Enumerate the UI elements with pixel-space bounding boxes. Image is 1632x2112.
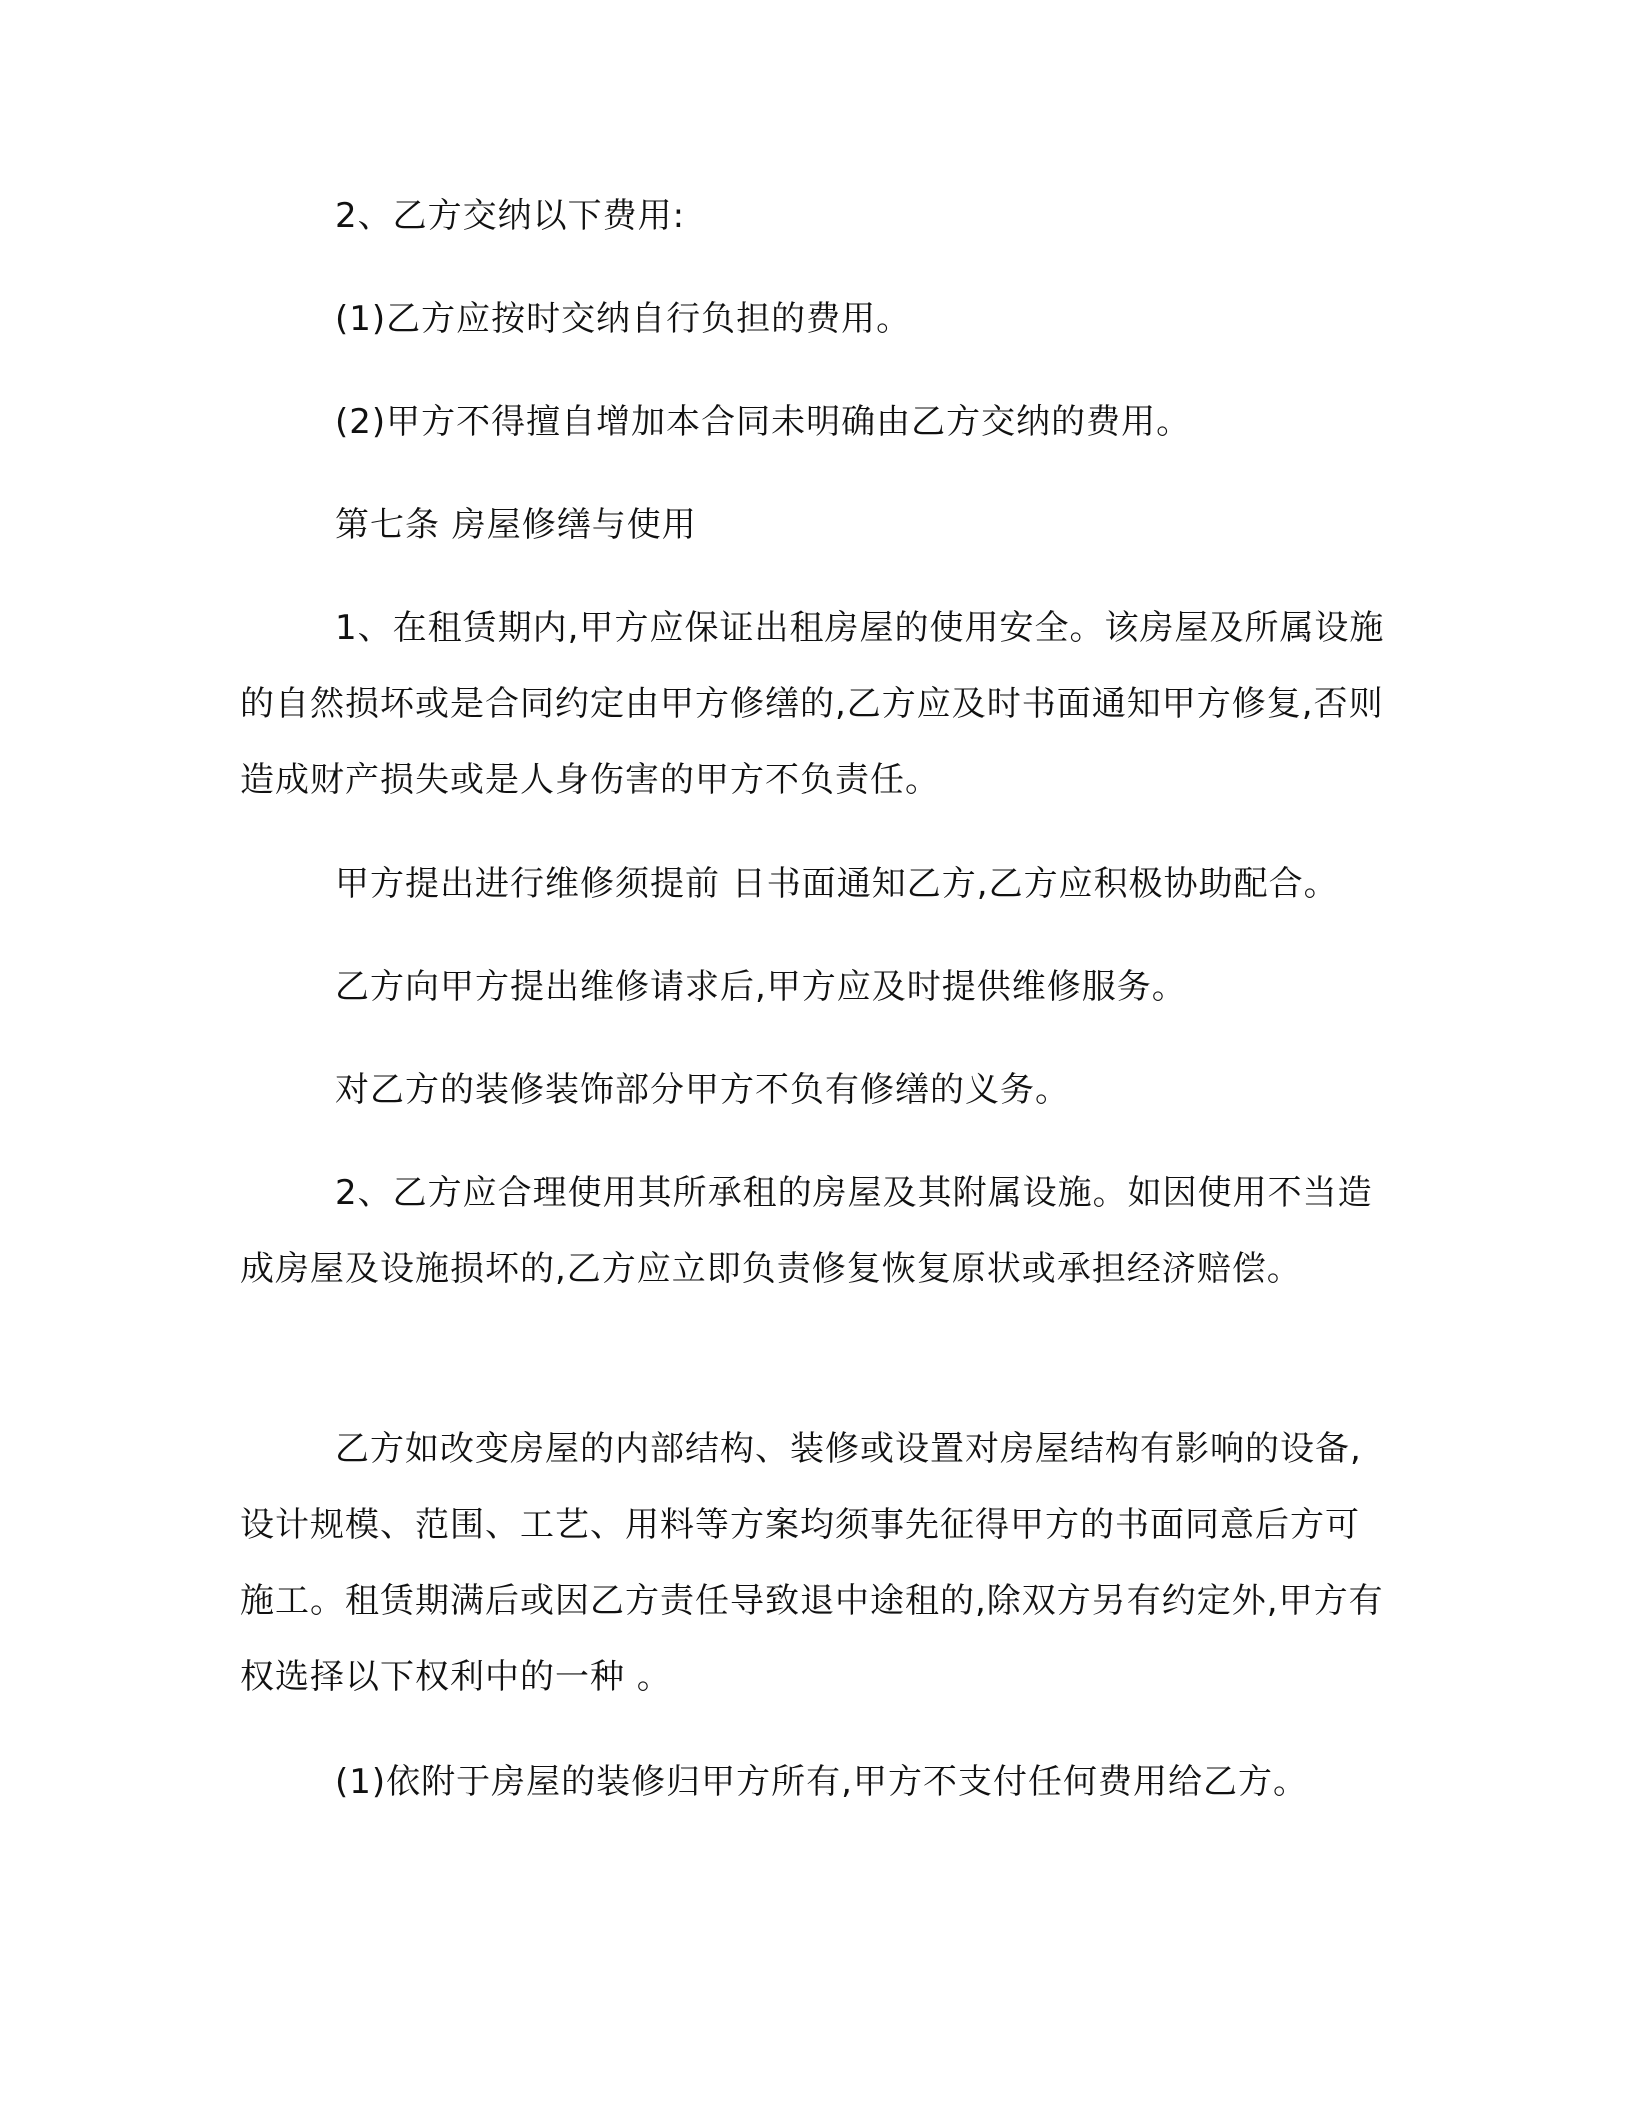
paragraph-option-1: (1)依附于房屋的装修归甲方所有,甲方不支付任何费用给乙方。 <box>335 1762 1308 1802</box>
paragraph-repair-notice: 甲方提出进行维修须提前 日书面通知乙方,乙方应积极协助配合。 <box>335 864 1339 904</box>
paragraph-repair-clause-1: 1、在租赁期内,甲方应保证出租房屋的使用安全。该房屋及所属设施的自然损坏或是合同约定由甲方修缮的,乙方应及时书面通知甲方修复,否则造成财产损失或是人身伤害的甲方不负责任。 <box>240 608 1385 800</box>
paragraph-structure-change: 乙方如改变房屋的内部结构、装修或设置对房屋结构有影响的设备,设计规模、范围、工艺、用料等方案均须事先征得甲方的书面同意后方可施工。租赁期满后或因乙方责任导致退中途租的,除双方另有约定外,甲方有权选择以下权利中的一种 。 <box>240 1429 1384 1697</box>
paragraph-decoration-duty: 对乙方的装修装饰部分甲方不负有修缮的义务。 <box>335 1070 1070 1110</box>
paragraph-repair-request: 乙方向甲方提出维修请求后,甲方应及时提供维修服务。 <box>335 967 1187 1007</box>
paragraph-fee-item-1: (1)乙方应按时交纳自行负担的费用。 <box>335 299 912 339</box>
paragraph-use-clause-2: 2、乙方应合理使用其所承租的房屋及其附属设施。如因使用不当造成房屋及设施损坏的,乙方应立即负责修复恢复原状或承担经济赔偿。 <box>240 1173 1373 1289</box>
paragraph-fee-heading: 2、乙方交纳以下费用: <box>335 196 686 236</box>
article-7-heading: 第七条 房屋修缮与使用 <box>335 505 697 545</box>
paragraph-fee-item-2: (2)甲方不得擅自增加本合同未明确由乙方交纳的费用。 <box>335 402 1192 442</box>
